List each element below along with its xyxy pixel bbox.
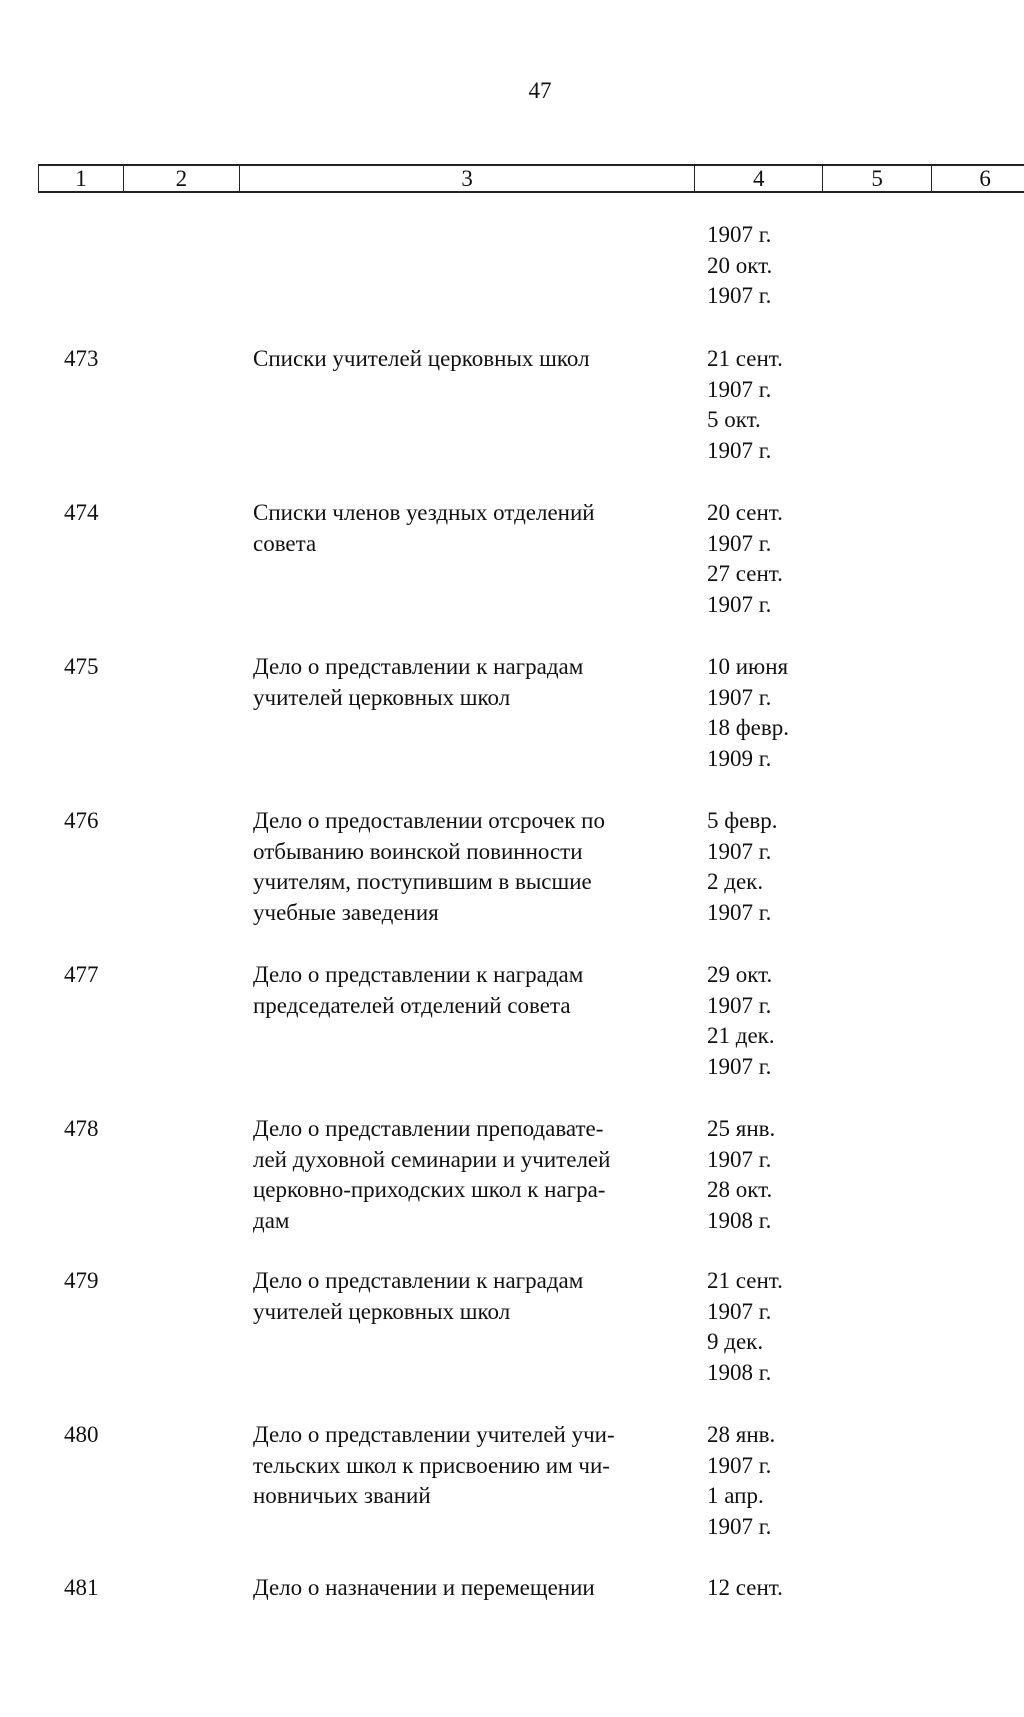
date-line: 21 дек. xyxy=(707,1023,775,1049)
record-title xyxy=(253,806,693,929)
date-line: 1908 г. xyxy=(707,1208,772,1234)
date-line: 2 дек. xyxy=(707,869,764,895)
date-line: 1907 г. xyxy=(707,1054,772,1080)
record-title xyxy=(253,1114,693,1237)
record-title xyxy=(253,344,693,375)
date-line: 21 сент. xyxy=(707,1268,783,1293)
date-line: 1907 г. xyxy=(707,438,772,464)
record-number: 479 xyxy=(64,1268,99,1293)
date-line: 1907 г. xyxy=(707,283,772,309)
date-line: 1907 г. xyxy=(707,1452,772,1478)
column-header-5: 5 xyxy=(823,166,932,191)
title-line: Списки членов уездных отделений xyxy=(253,500,595,525)
dates-cell xyxy=(707,344,827,467)
date-line: 29 окт. xyxy=(707,962,773,987)
date-line: 1907 г. xyxy=(707,684,772,710)
title-line: учителей церковных школ xyxy=(253,684,511,710)
date-line: 20 сент. xyxy=(707,500,783,525)
date-line: 1907 г. xyxy=(707,1298,772,1324)
title-line: учебные заведения xyxy=(253,900,439,926)
date-line: 1907 г. xyxy=(707,376,772,402)
date-line: 1909 г. xyxy=(707,746,772,772)
dates-cell xyxy=(707,1573,827,1604)
column-header-row xyxy=(38,164,1024,193)
date-line: 25 янв. xyxy=(707,1116,776,1141)
dates-cell xyxy=(707,960,827,1083)
dates-cell xyxy=(707,652,827,775)
date-line: 1907 г. xyxy=(707,900,772,926)
record-title xyxy=(253,960,693,1021)
record-number: 475 xyxy=(64,654,99,679)
column-header-2: 2 xyxy=(124,166,240,191)
date-line: 1907 г. xyxy=(707,1514,772,1540)
dates-cell xyxy=(707,220,827,312)
title-line: председателей отделений совета xyxy=(253,992,571,1018)
record-number: 477 xyxy=(64,962,99,987)
title-line: Дело о назначении и перемещении xyxy=(253,1575,595,1600)
date-line: 1907 г. xyxy=(707,592,772,618)
page-number: 47 xyxy=(528,78,552,103)
title-line: совета xyxy=(253,530,317,556)
record-title xyxy=(253,1266,693,1327)
date-line: 28 янв. xyxy=(707,1422,776,1447)
date-line: 27 сент. xyxy=(707,561,783,587)
column-header-1: 1 xyxy=(39,166,124,191)
title-line: Дело о предоставлении отсрочек по xyxy=(253,808,605,833)
date-line: 28 окт. xyxy=(707,1177,773,1203)
column-header-3: 3 xyxy=(240,166,696,191)
title-line: Дело о представлении к наградам xyxy=(253,962,584,987)
record-title xyxy=(253,1573,693,1604)
title-line: Списки учителей церковных школ xyxy=(253,346,590,371)
record-number: 476 xyxy=(64,808,99,833)
record-number: 480 xyxy=(64,1422,99,1447)
title-line: Дело о представлении учителей учи- xyxy=(253,1422,615,1447)
title-line: тельских школ к присвоению им чи- xyxy=(253,1452,610,1478)
record-title xyxy=(253,498,693,559)
date-line: 12 сент. xyxy=(707,1575,783,1600)
date-line: 5 окт. xyxy=(707,407,761,433)
record-number: 481 xyxy=(64,1575,99,1600)
column-header-4: 4 xyxy=(695,166,823,191)
date-line: 1908 г. xyxy=(707,1360,772,1386)
record-number: 478 xyxy=(64,1116,99,1141)
date-line: 1907 г. xyxy=(707,222,772,247)
title-line: учителям, поступившим в высшие xyxy=(253,869,592,895)
date-line: 9 дек. xyxy=(707,1329,764,1355)
dates-cell xyxy=(707,498,827,621)
dates-cell xyxy=(707,1420,827,1543)
title-line: Дело о представлении к наградам xyxy=(253,654,584,679)
title-line: лей духовной семинарии и учителей xyxy=(253,1146,611,1172)
record-number: 473 xyxy=(64,346,99,371)
date-line: 18 февр. xyxy=(707,715,789,741)
title-line: Дело о представлении к наградам xyxy=(253,1268,584,1293)
title-line: учителей церковных школ xyxy=(253,1298,511,1324)
date-line: 1907 г. xyxy=(707,530,772,556)
date-line: 5 февр. xyxy=(707,808,778,833)
dates-cell xyxy=(707,1114,827,1237)
dates-cell xyxy=(707,1266,827,1389)
title-line: дам xyxy=(253,1208,290,1234)
date-line: 1907 г. xyxy=(707,838,772,864)
record-title xyxy=(253,652,693,713)
title-line: новничьих званий xyxy=(253,1483,431,1509)
title-line: отбыванию воинской повинности xyxy=(253,838,583,864)
record-title xyxy=(253,1420,693,1512)
date-line: 1907 г. xyxy=(707,1146,772,1172)
title-line: Дело о представлении преподавате- xyxy=(253,1116,604,1141)
record-number: 474 xyxy=(64,500,99,525)
title-line: церковно-приходских школ к награ- xyxy=(253,1177,606,1203)
date-line: 1907 г. xyxy=(707,992,772,1018)
column-header-6: 6 xyxy=(979,166,991,191)
date-line: 21 сент. xyxy=(707,346,783,371)
date-line: 1 апр. xyxy=(707,1483,764,1509)
dates-cell xyxy=(707,806,827,929)
date-line: 20 окт. xyxy=(707,252,773,278)
date-line: 10 июня xyxy=(707,654,789,679)
